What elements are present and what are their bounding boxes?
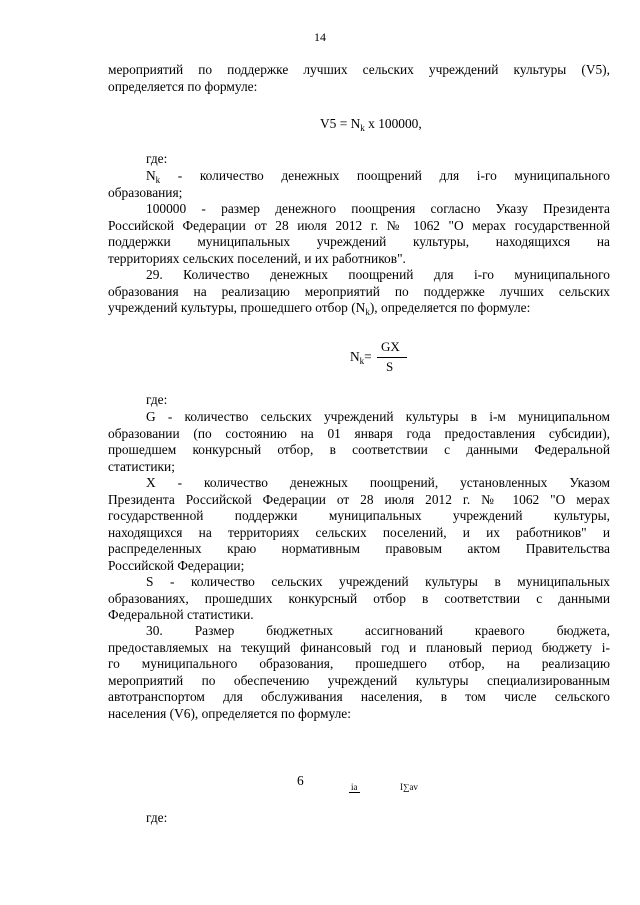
where-label: где: [146, 151, 168, 166]
formula-v5: $V5 = N_k$ x 100000, [320, 116, 422, 133]
text-line: образованиях, прошедших конкурсный отбор в соответствии с данными [108, 590, 610, 606]
where-label: где: [146, 810, 168, 825]
text-line: предоставляемых на текущий финансовый год и плановый период бюджету i- [108, 639, 610, 655]
definition-nk [108, 168, 610, 201]
fraction-numerator: GX [381, 339, 400, 354]
formula-v6-fragment: ia [351, 782, 358, 792]
formula-v6-sum: I∑av [400, 782, 418, 792]
text-line: Российской Федерации; [108, 557, 245, 573]
text-line: прошедшем конкурсный отбор, в соответствии с данными Федеральной [108, 442, 610, 457]
text-line: го муниципального образования, прошедшего отбор, на реализацию [108, 656, 610, 671]
where-label: где: [146, 392, 168, 407]
text-line: Федеральной статистики. [108, 607, 254, 622]
text-line: мероприятий по поддержке лучших сельских учреждений культуры (V5), [108, 62, 610, 77]
formula-v6-value: 6 [297, 773, 304, 788]
definition-x [108, 475, 610, 574]
text-line: определяется по формуле: [108, 78, 258, 94]
fraction-bar [377, 357, 407, 358]
text-line: населения (V6), определяется по формуле: [108, 705, 351, 721]
text-line: поддержки муниципальных учреждений культуры, находящихся на [108, 234, 610, 249]
text-line: $N_k$ - количество денежных поощрений для i-го муниципального [146, 168, 610, 185]
paragraph-intro [108, 62, 610, 95]
paragraph-29 [108, 267, 610, 317]
text-line: Российской Федерации от 28 июля 2012 г. № 1062 "О мерах государственной [108, 217, 610, 233]
text-line: G - количество сельских учреждений культуры в i-м муниципальном [146, 409, 610, 424]
text-line: X - количество денежных поощрений, установленных Указом [146, 475, 610, 490]
fraction-denominator: S [386, 359, 394, 374]
text-line: 29. Количество денежных поощрений для i-го муниципального [146, 267, 610, 282]
text-line: учреждений культуры, прошедшего отбор $(N_k)$, определяется по формуле: [108, 300, 531, 317]
text-line: распределенных краю нормативным правовым актом Правительства [108, 541, 610, 556]
definition-s [108, 574, 610, 624]
text-line: 100000 - размер денежного поощрения согласно Указу Президента [146, 201, 610, 216]
definition-g [108, 409, 610, 475]
text-line: автотранспортом для обслуживания населения, в том числе сельского [108, 689, 610, 704]
definition-100000 [108, 201, 610, 267]
text-line: Президента Российской Федерации от 28 июля 2012 г. № 1062 "О мерах [108, 491, 610, 507]
text-line: образования на реализацию мероприятий по поддержке лучших сельских [108, 283, 610, 299]
text-line: мероприятий по обеспечению учреждений культуры специализированным [108, 672, 610, 688]
text-line: статистики; [108, 458, 175, 474]
formula-nk: $N_k=$ [350, 349, 372, 366]
text-line: S - количество сельских учреждений культуры в муниципальных [146, 574, 610, 589]
paragraph-30 [108, 623, 610, 722]
text-line: 30. Размер бюджетных ассигнований краевого бюджета, [146, 623, 610, 638]
text-line: находящихся на территориях сельских поселений, и их работников" и [108, 524, 610, 540]
text-line: государственной поддержки муниципальных учреждений культуры, [108, 508, 610, 523]
text-line: образования; [108, 184, 183, 200]
text-line: территориях сельских поселений, и их работников". [108, 250, 406, 266]
text-line: образовании (по состоянию на 01 января года предоставления субсидии), [108, 425, 610, 441]
page-number: 14 [314, 30, 326, 44]
